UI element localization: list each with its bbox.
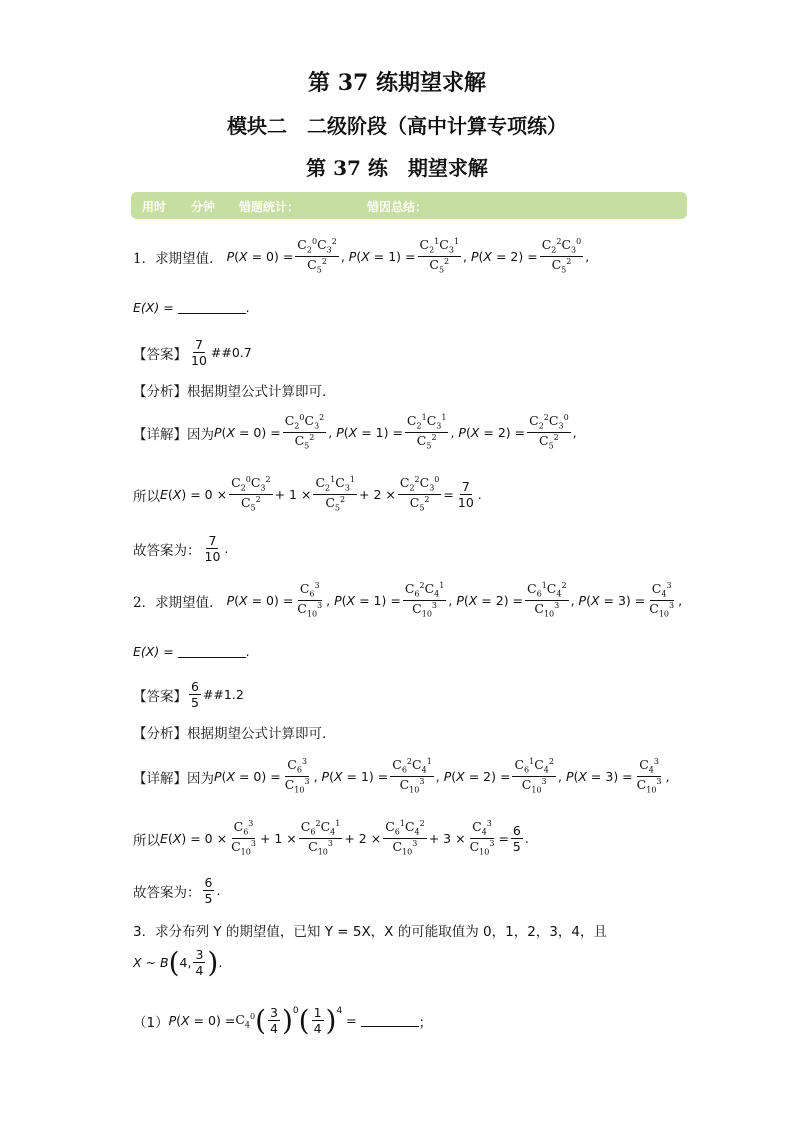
q1-number: 1．求期望值． (133, 250, 223, 267)
q1-detail-text: 因为 (187, 426, 214, 443)
section-heading: 第 37 练 期望求解 (306, 156, 488, 180)
error-count-label: 错题统计： (239, 200, 300, 214)
q2-blank[interactable] (178, 645, 246, 658)
analysis-label: 【分析】 (133, 726, 187, 742)
q3-dist: X ~ B (133, 955, 169, 971)
q2-detail-text: 因为 (187, 770, 214, 787)
q2-ex: E(X) = (133, 644, 174, 659)
q2-answer-den: 5 (191, 695, 199, 711)
q1-answer-den: 10 (191, 353, 207, 369)
q1-so: 所以 E(X) = 0 × $\frac{C_2^0C_3^2}{C_5^2}$ + 1 × $\frac{C_2^1C_3^1}{C_5^2}$ + 2 × $\frac{C_2^2C_3^0}{C_5^2}$ = $\frac{7}{10}$ . (133, 475, 482, 513)
module-heading: 模块二 二级阶段（高中计算专项练） (227, 114, 567, 138)
q2-final-text: 故答案为： (133, 884, 201, 901)
q1-ex: E(X) = (133, 300, 174, 315)
q2-so: 所以 E(X) = 0 × $\frac{C_6^3}{C_{10}^3}$ + 1 × $\frac{C_6^2C_4^1}{C_{10}^3}$ + 2 × $\frac{C_6^1C_4^2}{C_{10}^3}$ + 3 × $\frac{C_4^3}{C_{10}^3}$ = $\frac{6}{5}$ . (133, 819, 529, 857)
answer-label: 【答案】 (133, 688, 187, 705)
q2-final: 故答案为： $\frac{6}{5}$ . (133, 875, 221, 907)
q2-so-text: 所以 (133, 832, 160, 849)
q2-answer-alt: ##1.2 (202, 687, 244, 703)
q2-analysis (133, 722, 326, 742)
detail-label: 【详解】 (133, 426, 187, 443)
q1-expectation-line: E(X) = . (133, 300, 250, 315)
q2-number: 2．求期望值． (133, 594, 223, 611)
analysis-label: 【分析】 (133, 384, 187, 400)
detail-label: 【详解】 (133, 770, 187, 787)
q1-so-text: 所以 (133, 488, 160, 505)
q1-answer (133, 338, 252, 367)
q1-statement: 1．求期望值． P(X = 0) = $\frac{C_2^0C_3^2}{C_5^2}$ , P(X = 1) = $\frac{C_2^1C_3^1}{C_5^2}$ , P(X = 2) = $\frac{C_2^2C_3^0}{C_5^2}$ , (133, 237, 590, 275)
q1-final-text: 故答案为： (133, 542, 201, 559)
q3-text: 3．求分布列 Y 的期望值，已知 Y = 5X，X 的可能取值为 0，1，2，3，4，且 (133, 924, 607, 940)
error-reason-label: 错因总结： (367, 200, 428, 214)
time-label: 用时 (142, 200, 167, 214)
q1-blank[interactable] (178, 301, 246, 314)
q2-analysis-text: 根据期望公式计算即可. (187, 726, 327, 742)
q1-answer-alt: ##0.7 (210, 345, 252, 361)
q2-expectation-line: E(X) = . (133, 644, 250, 659)
q3-part1-label: （1） (133, 1014, 169, 1031)
q2-statement: 2．求期望值． P(X = 0) = $\frac{C_6^3}{C_{10}^3}$ , P(X = 1) = $\frac{C_6^2C_4^1}{C_{10}^3}$ , P(X = 2) = $\frac{C_6^1C_4^2}{C_{10}^3}$ , P(X = 3) = $\frac{C_4^3}{C_{10}^3}$ , (133, 581, 683, 619)
stats-bar (131, 192, 687, 219)
answer-label: 【答案】 (133, 346, 187, 363)
q1-analysis-text: 根据期望公式计算即可. (187, 384, 327, 400)
q1-answer-num: 7 (194, 337, 203, 352)
minutes-label: 分钟 (191, 200, 216, 214)
q1-final: 故答案为： $\frac{7}{10}$ . (133, 533, 229, 565)
q3-part1: （1） P(X = 0) = $C_4^0$ ( $\frac{3}{4}$ ) $^0$ ( $\frac{1}{4}$ ) $^4$ = ； (133, 1003, 433, 1037)
q3-part1-blank[interactable] (361, 1014, 419, 1027)
q3-statement (133, 920, 607, 940)
q3-distribution: X ~ B ( 4, $\frac{3}{4}$ ) . (133, 945, 223, 979)
q2-answer-num: 6 (191, 679, 199, 694)
page-title: 第 37 练期望求解 (308, 70, 486, 96)
q1-analysis (133, 380, 326, 400)
q2-answer (133, 680, 244, 709)
q1-detail: 【详解】 因为 P(X = 0) = $\frac{C_2^0C_3^2}{C_5^2}$ , P(X = 1) = $\frac{C_2^1C_3^1}{C_5^2}$ , P(X = 2) = $\frac{C_2^2C_3^0}{C_5^2}$ , (133, 413, 577, 451)
q2-detail: 【详解】 因为 P(X = 0) = $\frac{C_6^3}{C_{10}^3}$ , P(X = 1) = $\frac{C_6^2C_4^1}{C_{10}^3}$ , P(X = 2) = $\frac{C_6^1C_4^2}{C_{10}^3}$ , P(X = 3) = $\frac{C_4^3}{C_{10}^3}$ , (133, 757, 670, 795)
